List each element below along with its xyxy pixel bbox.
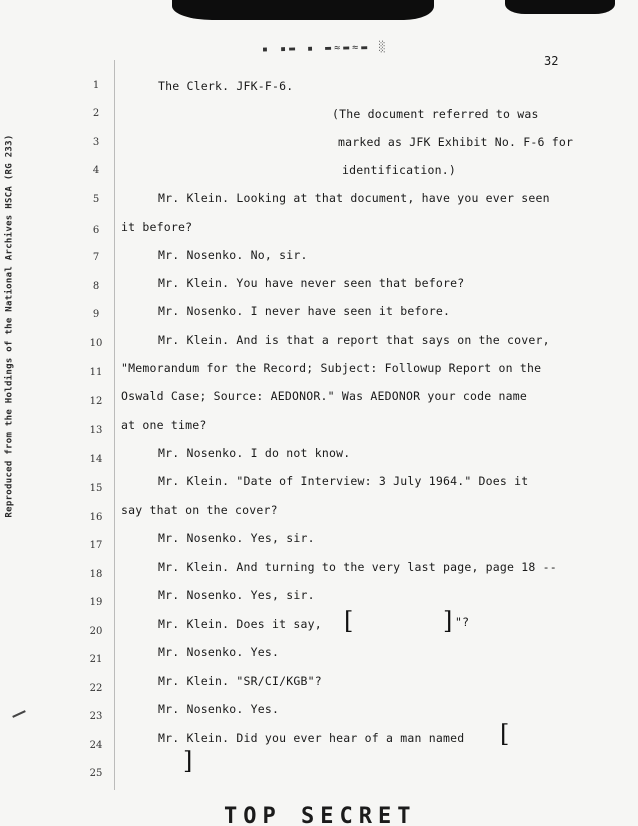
page-number: 32 [544, 54, 559, 68]
line-number: 12 [89, 396, 103, 407]
line-number: 23 [89, 711, 103, 722]
line-number: 8 [92, 281, 100, 292]
header-stamp: ▪ ▪▬ ▪ ▬≈▬≈▬ ░ [261, 41, 389, 56]
line-number: 22 [89, 683, 103, 694]
archive-side-note [3, 100, 17, 552]
transcript-line: The Clerk. JFK-F-6. [158, 79, 294, 93]
line-number: 21 [89, 654, 103, 665]
line-number: 6 [92, 225, 100, 236]
transcript-line: Mr. Nosenko. Yes. [158, 702, 280, 716]
transcript-line: Mr. Klein. You have never seen that before? [158, 276, 465, 290]
transcript-line: Mr. Nosenko. Yes, sir. [158, 588, 315, 602]
archive-side-note-text: Reproduced from the Holdings of the National Archives HSCA (RG 233) [5, 134, 16, 518]
transcript-line: (The document referred to was [332, 107, 539, 121]
transcript-line-end: "? [455, 615, 470, 629]
transcript-line: it before? [121, 220, 193, 234]
transcript-line: Mr. Nosenko. No, sir. [158, 248, 308, 262]
line-number: 3 [92, 137, 100, 148]
transcript-line: Mr. Nosenko. I do not know. [158, 446, 351, 460]
line-number: 18 [89, 569, 103, 580]
redaction-bar-top [172, 0, 434, 20]
line-number: 24 [89, 740, 103, 751]
transcript-line: "Memorandum for the Record; Subject: Followup Report on the [121, 361, 542, 375]
transcript-line: at one time? [121, 418, 207, 432]
transcript-line: marked as JFK Exhibit No. F-6 for [338, 135, 574, 149]
line-number: 13 [89, 425, 103, 436]
redaction-bracket-open: [ [500, 720, 510, 748]
transcript-line: Mr. Klein. And turning to the very last page, page 18 -- [158, 560, 557, 574]
line-number: 5 [92, 194, 100, 205]
line-number: 11 [89, 367, 103, 378]
transcript-line: Mr. Nosenko. Yes, sir. [158, 531, 315, 545]
redaction-bracket-close: ] [183, 747, 193, 775]
line-number: 14 [89, 454, 103, 465]
line-number: 10 [89, 338, 103, 349]
line-number: 19 [89, 597, 103, 608]
transcript-line: Mr. Klein. Looking at that document, have you ever seen [158, 191, 550, 205]
redaction-bracket-close: ] [443, 607, 453, 635]
line-number: 20 [89, 626, 103, 637]
redaction-bracket-open: [ [344, 607, 354, 635]
line-number: 16 [89, 512, 103, 523]
transcript-line: Mr. Nosenko. I never have seen it before. [158, 304, 451, 318]
line-number: 7 [92, 252, 100, 263]
transcript-line: identification.) [342, 163, 456, 177]
transcript-line: say that on the cover? [121, 503, 278, 517]
line-number: 1 [92, 80, 100, 91]
margin-rule [114, 60, 115, 790]
transcript-line: Mr. Klein. "Date of Interview: 3 July 1964." Does it [158, 474, 529, 488]
line-number: 17 [89, 540, 103, 551]
line-number: 9 [92, 309, 100, 320]
transcript-line: Oswald Case; Source: AEDONOR." Was AEDONOR your code name [121, 389, 528, 403]
transcript-line: Mr. Nosenko. Yes. [158, 645, 280, 659]
margin-mark [12, 710, 26, 718]
transcript-line: Mr. Klein. Does it say, [158, 617, 322, 631]
line-number: 15 [89, 483, 103, 494]
redaction-bar-top-right [505, 0, 615, 14]
transcript-line: Mr. Klein. And is that a report that says on the cover, [158, 333, 550, 347]
transcript-line: Mr. Klein. "SR/CI/KGB"? [158, 674, 322, 688]
line-number: 25 [89, 768, 103, 779]
line-number: 2 [92, 108, 100, 119]
transcript-line: Mr. Klein. Did you ever hear of a man named [158, 731, 465, 745]
line-number: 4 [92, 165, 100, 176]
classification-stamp: TOP SECRET [224, 804, 417, 826]
